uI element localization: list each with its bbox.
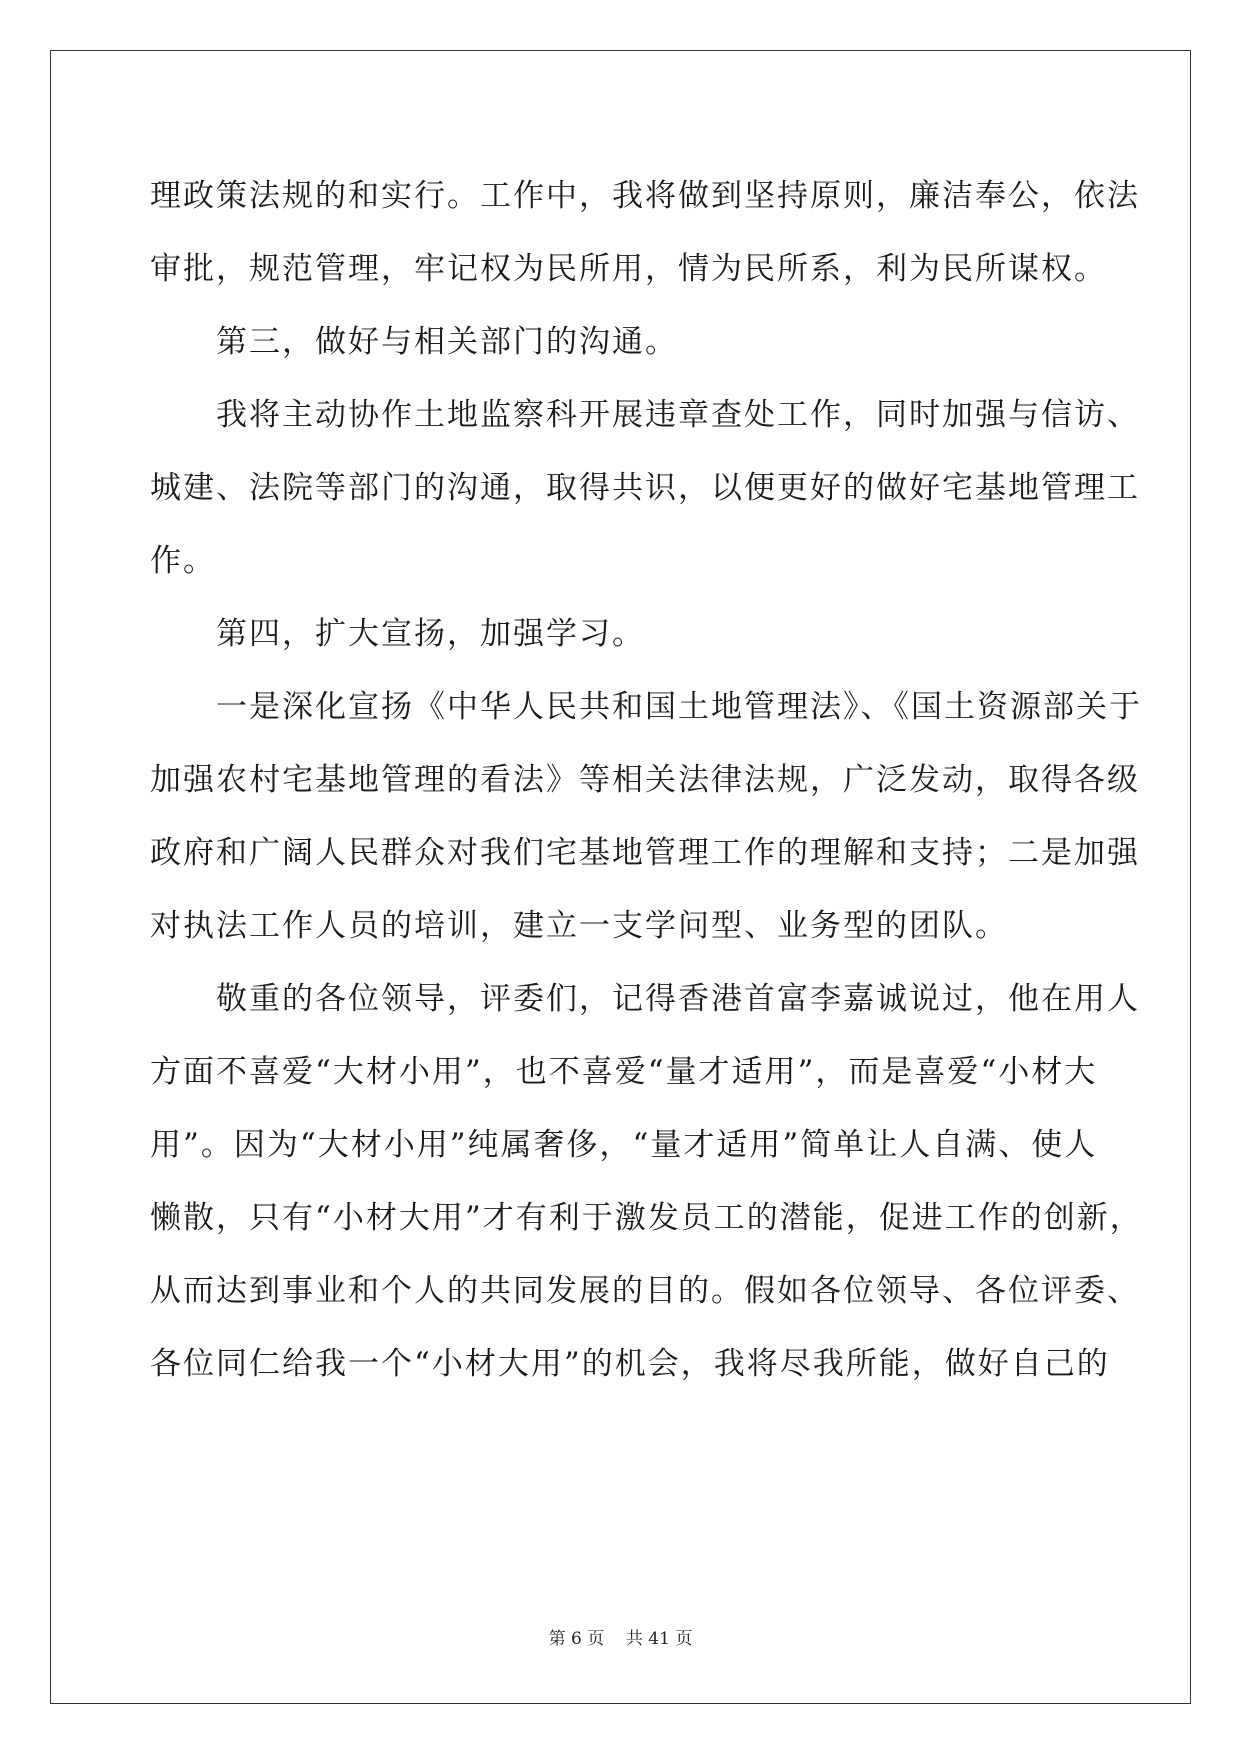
text-line: 理政策法规的和实行。工作中，我将做到坚持原则，廉洁奉公，依法 <box>150 178 1140 214</box>
document-body <box>150 160 1143 1401</box>
total-pages: 共 41 页 <box>625 1629 693 1649</box>
text-line: 我将主动协作土地监察科开展违章查处工作，同时加强与信访、 <box>216 397 1140 433</box>
text-line: 城建、法院等部门的沟通，取得共识，以便更好的做好宅基地管理工 <box>150 470 1140 506</box>
text-line: 对执法工作人员的培训，建立一支学问型、业务型的团队。 <box>150 908 1008 944</box>
page-number: 第 6 页 <box>548 1629 605 1649</box>
text-line: 各位同仁给我一个“小材大用”的机会，我将尽我所能，做好自己的 <box>150 1346 1110 1382</box>
text-line: 用”。因为“大材小用”纯属奢侈，“量才适用”简单让人自满、使人 <box>150 1127 1098 1163</box>
section-heading: 第四，扩大宣扬，加强学习。 <box>216 616 645 652</box>
section-heading: 第三，做好与相关部门的沟通。 <box>216 324 678 360</box>
text-line: 敬重的各位领导，评委们，记得香港首富李嘉诚说过，他在用人 <box>216 981 1140 1017</box>
text-line: 审批，规范管理，牢记权为民所用，情为民所系，利为民所谋权。 <box>150 251 1107 287</box>
page-footer <box>0 1624 1241 1649</box>
text-line: 一是深化宣扬《中华人民共和国土地管理法》、《国土资源部关于 <box>216 689 1142 725</box>
footer-spacer <box>604 1629 626 1649</box>
text-line: 政府和广阔人民群众对我们宅基地管理工作的理解和支持；二是加强 <box>150 835 1140 871</box>
text-line: 懒散，只有“小材大用”才有利于激发员工的潜能，促进工作的创新， <box>150 1200 1143 1236</box>
text-line: 方面不喜爱“大材小用”，也不喜爱“量才适用”，而是喜爱“小材大 <box>150 1054 1098 1090</box>
text-line: 作。 <box>150 543 216 579</box>
text-line: 从而达到事业和个人的共同发展的目的。假如各位领导、各位评委、 <box>150 1273 1140 1309</box>
text-line: 加强农村宅基地管理的看法》等相关法律法规，广泛发动，取得各级 <box>150 762 1140 798</box>
